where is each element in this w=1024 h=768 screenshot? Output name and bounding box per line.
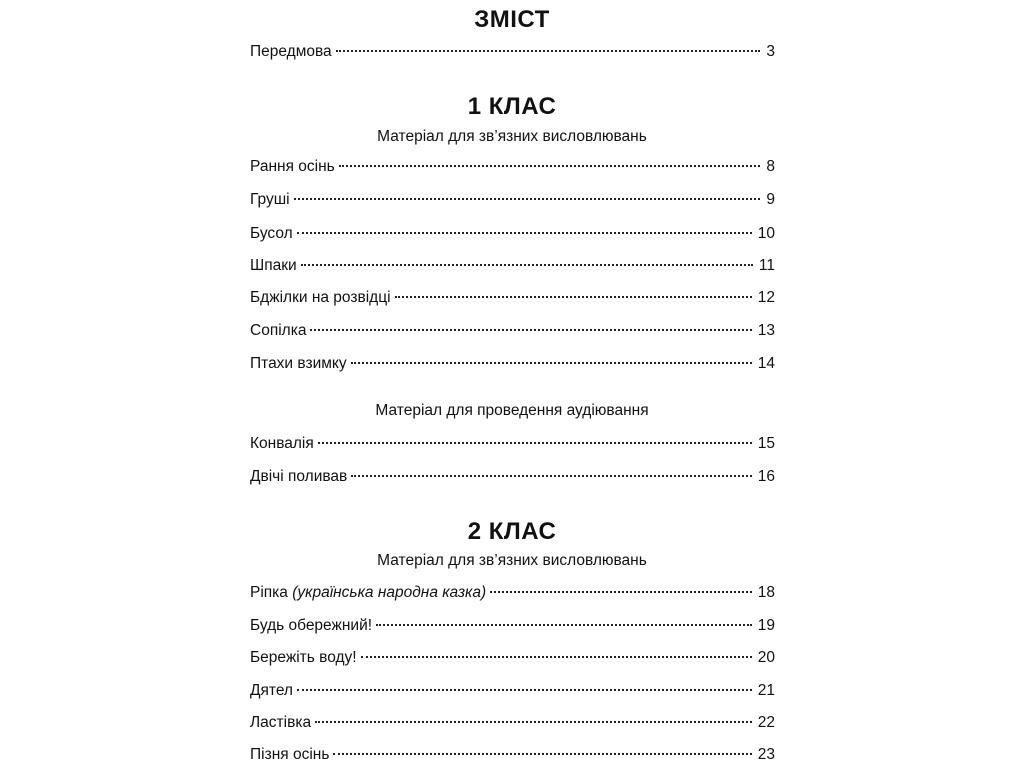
- dot-leader: [351, 362, 752, 364]
- toc-entry-label: Бджілки на розвідці: [250, 289, 391, 306]
- dot-leader: [339, 165, 761, 167]
- dot-leader: [361, 656, 752, 658]
- grade-2-heading: 2 КЛАС: [467, 518, 557, 545]
- toc-entry-page: 20: [757, 649, 775, 666]
- toc-entry[interactable]: [250, 225, 775, 247]
- toc-entry[interactable]: [250, 746, 775, 768]
- dot-leader: [333, 753, 751, 755]
- toc-entry-label: Шпаки: [250, 257, 297, 274]
- toc-entry-page: 16: [757, 468, 775, 485]
- toc-entry-page: 23: [757, 746, 775, 763]
- toc-entry-label: Птахи взимку: [250, 355, 347, 372]
- toc-entry-title: Ріпка: [250, 584, 288, 601]
- toc-entry-page: 22: [757, 714, 775, 731]
- toc-entry-label: Груші: [250, 191, 290, 208]
- toc-entry-label: Двічі поливав: [250, 468, 348, 485]
- toc-entry-page: 19: [757, 617, 775, 634]
- toc-entry[interactable]: [250, 682, 775, 704]
- toc-entry[interactable]: [250, 468, 775, 490]
- dot-leader: [301, 264, 753, 266]
- toc-entry-page: 11: [758, 257, 775, 274]
- grade-1-connected-heading: Матеріал для зв’язних висловлювань: [377, 128, 647, 145]
- toc-entry[interactable]: [250, 584, 775, 606]
- dot-leader: [310, 329, 751, 331]
- toc-entry-label: Будь обережний!: [250, 617, 373, 634]
- toc-entry[interactable]: [250, 617, 775, 639]
- toc-entry[interactable]: [250, 435, 775, 457]
- toc-entry[interactable]: [250, 289, 775, 311]
- toc-entry-label: Бусол: [250, 225, 293, 242]
- dot-leader: [376, 624, 752, 626]
- toc-entry-preface[interactable]: [250, 43, 775, 65]
- toc-entry-page: 13: [757, 322, 775, 339]
- dot-leader: [297, 689, 752, 691]
- toc-entry-page: 10: [757, 225, 775, 242]
- toc-entry[interactable]: [250, 714, 775, 736]
- toc-entry[interactable]: [250, 257, 775, 279]
- dot-leader: [395, 296, 752, 298]
- dot-leader: [318, 442, 752, 444]
- toc-entry[interactable]: [250, 158, 775, 180]
- dot-leader: [336, 50, 761, 52]
- page-title: ЗМІСТ: [474, 6, 550, 33]
- toc-entry-page: 9: [766, 191, 775, 208]
- toc-entry-label: Бережіть воду!: [250, 649, 357, 666]
- toc-entry-page: 12: [757, 289, 775, 306]
- toc-entry-label: Сопілка: [250, 322, 307, 339]
- toc-entry[interactable]: [250, 191, 775, 213]
- toc-entry-label: [250, 584, 486, 602]
- toc-entry[interactable]: [250, 649, 775, 671]
- toc-entry-label: Ластівка: [250, 714, 312, 731]
- grade-2-connected-heading: Матеріал для зв’язних висловлювань: [377, 552, 647, 569]
- toc-entry-label: Пізня осінь: [250, 746, 330, 763]
- dot-leader: [351, 475, 751, 477]
- toc-entry-label: Рання осінь: [250, 158, 335, 175]
- dot-leader: [294, 198, 761, 200]
- toc-entry[interactable]: [250, 355, 775, 377]
- toc-entry-subtitle: (українська народна казка): [292, 584, 487, 601]
- toc-entry-page: 8: [766, 158, 775, 175]
- toc-entry-page: 3: [766, 43, 775, 60]
- toc-entry-page: 21: [757, 682, 775, 699]
- dot-leader: [490, 591, 752, 593]
- toc-entry[interactable]: [250, 322, 775, 344]
- toc-entry-label: Дятел: [250, 682, 293, 699]
- toc-entry-page: 14: [757, 355, 775, 372]
- dot-leader: [297, 232, 752, 234]
- toc-entry-label: Конвалія: [250, 435, 314, 452]
- toc-entry-page: 18: [757, 584, 775, 601]
- grade-1-heading: 1 КЛАС: [467, 93, 557, 120]
- dot-leader: [315, 721, 752, 723]
- grade-1-listening-heading: Матеріал для проведення аудіювання: [375, 402, 649, 419]
- toc-entry-label: Передмова: [250, 43, 332, 60]
- toc-entry-page: 15: [757, 435, 775, 452]
